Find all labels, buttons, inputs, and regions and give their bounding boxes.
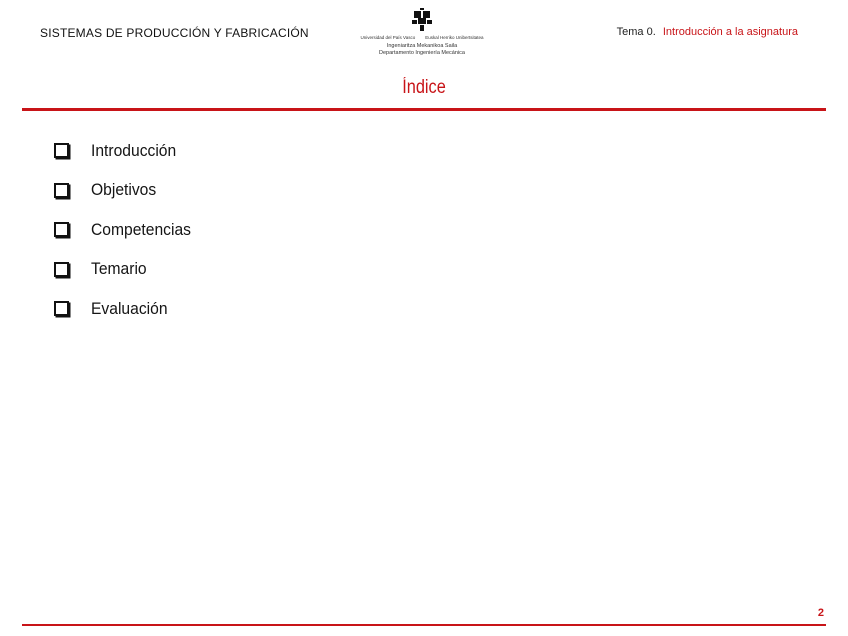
list-item-label: Introducción: [91, 140, 177, 160]
topic-header: [617, 26, 798, 38]
checkbox-icon: [54, 222, 69, 237]
page-number: 2: [817, 607, 824, 619]
list-item: [54, 210, 200, 250]
bottom-divider: [22, 624, 826, 626]
list-item-label: Competencias: [91, 219, 191, 239]
topic-prefix: Tema 0.: [616, 26, 656, 38]
checkbox-icon: [54, 262, 69, 277]
checkbox-icon: [54, 301, 69, 316]
logo-university-eu: Universidad del País Vasco: [360, 35, 416, 40]
checkbox-icon: [54, 183, 69, 198]
logo-university-es: Euskal Herriko Unibertsitatea: [425, 35, 484, 40]
list-item: [54, 289, 200, 329]
slide-title: Índice: [402, 77, 446, 98]
list-item: [54, 131, 200, 171]
logo-department-eu: Ingeniaritza Mekanikoa Saila: [386, 43, 458, 49]
index-list: [54, 131, 200, 329]
upv-ehu-logo-icon: [408, 8, 436, 34]
university-logo: [360, 8, 484, 66]
logo-department-es: Departamento Ingeniería Mecánica: [379, 49, 465, 56]
course-title: SISTEMAS DE PRODUCCIÓN Y FABRICACIÓN: [40, 26, 309, 40]
top-divider: [22, 108, 826, 111]
list-item-label: Objetivos: [91, 180, 157, 200]
list-item: [54, 250, 200, 290]
list-item: [54, 171, 200, 211]
topic-name: Introducción a la asignatura: [662, 26, 798, 38]
list-item-label: Evaluación: [91, 298, 168, 318]
checkbox-icon: [54, 143, 69, 158]
list-item-label: Temario: [91, 259, 147, 279]
